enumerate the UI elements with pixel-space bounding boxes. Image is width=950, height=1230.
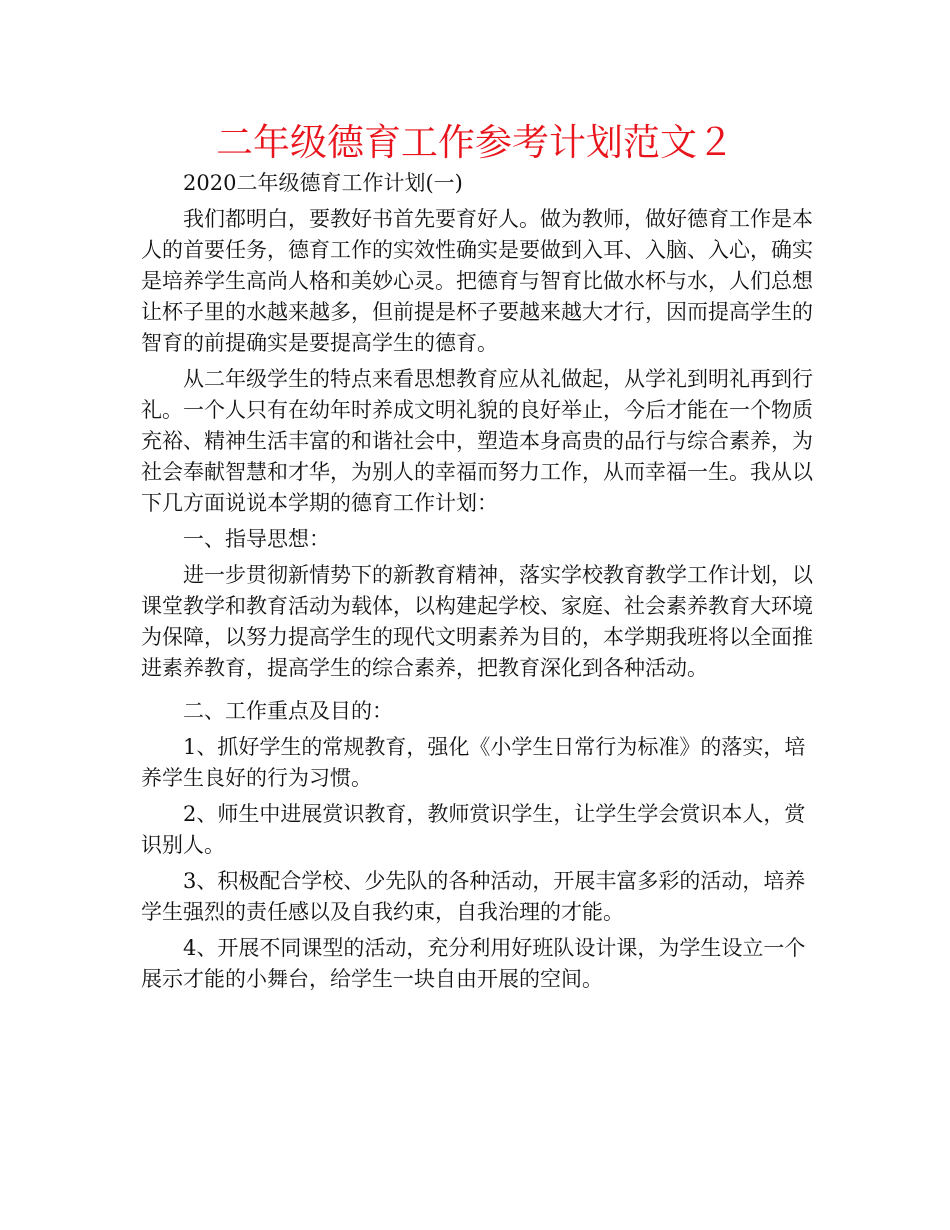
- list-item-1: 1、抓好学生的常规教育，强化《小学生日常行为标准》的落实，培养学生良好的行为习惯。: [141, 735, 806, 790]
- list-item-3: 3、积极配合学校、少先队的各种活动，开展丰富多彩的活动，培养学生强烈的责任感以及自我约束，自我治理的才能。: [141, 869, 806, 924]
- document-body: [141, 168, 821, 995]
- section-heading-focus: 二、工作重点及目的：: [183, 699, 393, 723]
- paragraph-intro: 我们都明白，要教好书首先要育好人。做为教师，做好德育工作是本人的首要任务，德育工作的实效性确实是要做到入耳、入脑、入心，确实是培养学生高尚人格和美妙心灵。把德育与智育比做水杯与水，人们总想让杯子里的水越来越多，但前提是杯子要越来越大才行，因而提高学生的智育的前提确实是要提高学生的德育。: [141, 207, 813, 355]
- list-item-4: 4、开展不同课型的活动，充分利用好班队设计课，为学生设立一个展示才能的小舞台，给学生一块自由开展的空间。: [141, 936, 806, 991]
- paragraph-guiding-thought: 进一步贯彻新情势下的新教育精神，落实学校教育教学工作计划，以课堂教学和教育活动为载体，以构建起学校、家庭、社会素养教育大环境为保障，以努力提高学生的现代文明素养为目的，本学期我班将以全面推进素养教育，提高学生的综合素养，把教育深化到各种活动。: [141, 563, 813, 680]
- list-item-2: 2、师生中进展赏识教育，教师赏识学生，让学生学会赏识本人，赏识别人。: [141, 802, 806, 857]
- paragraph-etiquette: 从二年级学生的特点来看思想教育应从礼做起，从学礼到明礼再到行礼。一个人只有在幼年时养成文明礼貌的良好举止，今后才能在一个物质充裕、精神生活丰富的和谐社会中，塑造本身高贵的品行与综合素养，为社会奉献智慧和才华，为别人的幸福而努力工作，从而幸福一生。我从以下几方面说说本学期的德育工作计划：: [141, 367, 813, 515]
- section-heading-guiding-thought: 一、指导思想：: [183, 527, 330, 551]
- document-title: 二年级德育工作参考计划范文２: [216, 121, 734, 164]
- document-subtitle: 2020二年级德育工作计划(一): [183, 171, 463, 195]
